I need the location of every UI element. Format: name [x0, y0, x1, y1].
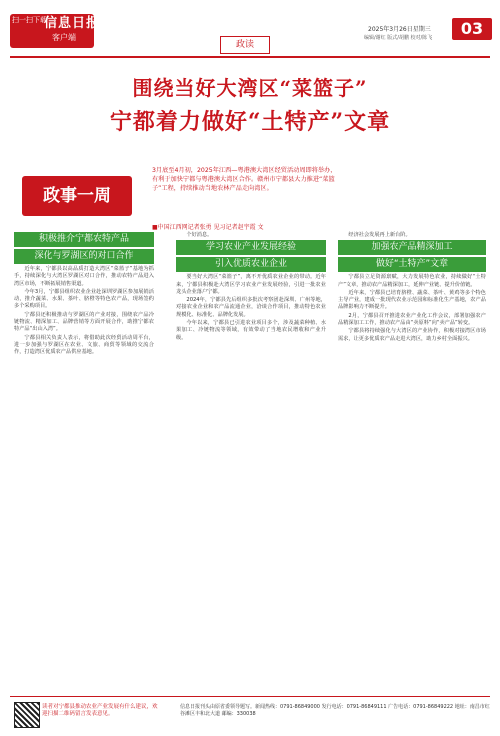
column-2 — [176, 232, 326, 343]
col1-body — [14, 266, 154, 357]
paragraph: 2月，宁都县召开推进农业产业化工作会议，部署加强农产品精深加工工作，推动农产品由“卖原料”向“卖产品”转变。 — [338, 312, 486, 327]
paragraph: 个好消息。 — [186, 232, 213, 238]
footer-rule — [10, 696, 490, 697]
client-label: 客户端 — [52, 33, 76, 42]
column-3 — [338, 232, 486, 344]
column-1 — [14, 232, 154, 358]
col2-top — [176, 232, 326, 239]
col2-subhead-2: 引入优质农业企业 — [176, 257, 326, 272]
page-number: 03 — [452, 18, 492, 40]
paragraph: 宁都县将持续强化与大湾区的产业协作，积极对接湾区市场需求，让更多优质农产品走进大湾区，助力乡村全面振兴。 — [338, 328, 486, 342]
intro-paragraph: 3月底至4月初，2025年江西—粤港澳大湾区经贸活动周即将举办，有利于加快宁都与粤港澳大湾区合作。赣州市宁都县大力推进“菜篮子”工程，持续推动当地农林产品走向湾区。 — [152, 167, 337, 192]
section-tag: 政读 — [220, 36, 270, 54]
scan-download-label: 扫一扫下载 — [12, 16, 47, 24]
col2-body — [176, 274, 326, 342]
intro-text — [152, 166, 340, 193]
headline — [0, 72, 500, 136]
paragraph: 今年3月，宁都县组织农业企业赴深圳罗湖区参加展销活动，推介蔬菜、水果、茶叶、脐橙等特色农产品，现场签约多个采购项目。 — [14, 288, 154, 310]
paragraph: 宁都县立足资源禀赋，大力发展特色农业，持续做好“土特产”文章，推动农产品精深加工，延伸产业链、提升价值链。 — [338, 274, 486, 288]
paragraph: 要当好大湾区“菜篮子”，离不开优质农业企业的带动。近年来，宁都县积极赴大湾区学习农业产业发展经验，引进一批农业龙头企业落户宁都。 — [176, 274, 326, 295]
headline-line1: 围绕当好大湾区“菜篮子” — [132, 76, 368, 100]
paragraph: 经济社会发展再上新台阶。 — [348, 232, 411, 238]
footer-info: 信息日报刊头由原省委领导题写。新闻热线：0791-86849000 发行电话：0791-86849111 广告电话：0791-86849222 地址：南昌市红谷滩区丰和北大道 邮编：330038 — [180, 704, 490, 717]
paragraph: 近年来，宁都县已培育脐橙、蔬菜、茶叶、黄鸡等多个特色主导产业，建成一批现代农业示范园和标准化生产基地，农产品品牌影响力不断提升。 — [338, 289, 486, 311]
editors-line: 编辑/谢红 版式/胡鹏 校对/陈飞 — [364, 35, 433, 41]
newspaper-logo: 信息日报 — [44, 16, 101, 31]
col3-top — [338, 232, 486, 239]
issue-date: 2025年3月26日星期三 — [368, 26, 431, 33]
paragraph: 近年来，宁都县以高品质打造大湾区“菜篮子”基地为抓手，持续深化与大湾区罗湖区对口合作，推动农特产品进入湾区市场，不断拓展销售渠道。 — [14, 266, 154, 287]
header-rule — [10, 56, 490, 58]
col3-subhead-1: 加强农产品精深加工 — [338, 240, 486, 255]
col3-body — [338, 274, 486, 343]
paragraph: 宁都县相关负责人表示，将借助此次经贸活动周平台，进一步加强与罗湖区在农业、文旅、商贸等领域的交流合作，打造湾区优质农产品供应基地。 — [14, 334, 154, 356]
column-badge: 政事一周 — [22, 176, 132, 216]
qr-caption: 读者对宁都县推动农业产业发展有什么建议，欢迎扫描二维码留言发表意见。 — [42, 704, 158, 717]
qr-code-icon[interactable] — [14, 702, 40, 728]
page-header — [0, 0, 500, 52]
byline: ■中国江西网记者张勇 见习记者赵宇霞 文 — [152, 224, 264, 231]
paragraph: 2024年，宁都县先后组织多批次考察团赴深圳、广州等地，对接农业企业和农产品流通企业，洽谈合作项目，推动特色农业规模化、标准化、品牌化发展。 — [176, 297, 326, 318]
col2-subhead-1: 学习农业产业发展经验 — [176, 240, 326, 255]
col3-subhead-2: 做好“土特产”文章 — [338, 257, 486, 272]
headline-line2: 宁都着力做好“土特产”文章 — [109, 109, 391, 135]
col1-subhead-2: 深化与罗湖区的对口合作 — [14, 249, 154, 264]
paragraph: 今年以来，宁都县已引进农业项目多个，涉及蔬菜种植、水果加工、冷链物流等领域，有效带动了当地农民增收和产业升级。 — [176, 320, 326, 341]
col1-subhead-1: 积极推介宁都农特产品 — [14, 232, 154, 247]
paragraph: 宁都县还积极推动与罗湖区的产业对接，围绕农产品冷链物流、精深加工、品牌营销等方面开展合作，助推宁都农特产品“出山入湾”。 — [14, 311, 154, 333]
